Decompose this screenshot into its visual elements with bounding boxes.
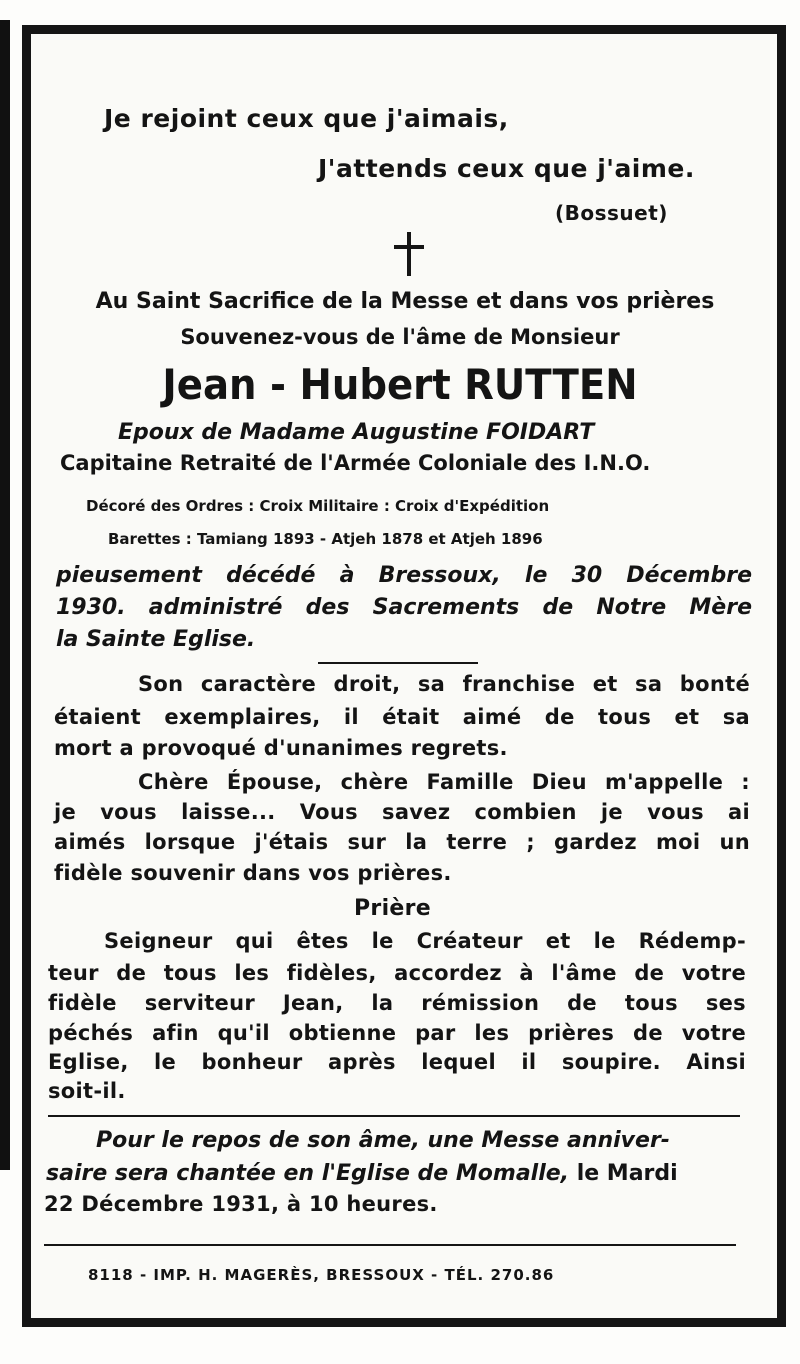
farewell-line-2: je vous laisse... Vous savez combien je vous ai xyxy=(54,800,750,824)
epigraph-line-1: Je rejoint ceux que j'aimais, xyxy=(104,104,509,133)
farewell-line-4: fidèle souvenir dans vos prières. xyxy=(54,861,452,885)
mass-line-1: Pour le repos de son âme, une Messe anniver- xyxy=(96,1128,670,1153)
character-line-2: étaient exemplaires, il était aimé de tous et sa xyxy=(54,705,750,729)
farewell-line-1: Chère Épouse, chère Famille Dieu m'appelle : xyxy=(138,770,750,794)
deceased-name: Jean - Hubert RUTTEN xyxy=(162,360,638,409)
prayer-line-2: teur de tous les fidèles, accordez à l'âme de votre xyxy=(48,961,746,985)
death-line-3: la Sainte Eglise. xyxy=(56,627,256,652)
mass-line-2-italic: saire sera chantée en l'Eglise de Momalle, xyxy=(46,1161,570,1186)
death-line-1: pieusement décédé à Bressoux, le 30 Décembre xyxy=(56,563,752,588)
death-line-2: 1930. administré des Sacrements de Notre Mère xyxy=(56,595,752,620)
mass-line-3: 22 Décembre 1931, à 10 heures. xyxy=(44,1192,438,1216)
separator-short xyxy=(318,662,478,664)
epigraph-source: (Bossuet) xyxy=(555,201,668,225)
rank-line: Capitaine Retraité de l'Armée Coloniale des I.N.O. xyxy=(60,451,651,475)
decorations-line-2: Barettes : Tamiang 1893 - Atjeh 1878 et Atjeh 1896 xyxy=(108,530,543,548)
spouse-line: Epoux de Madame Augustine FOIDART xyxy=(118,420,595,445)
character-line-1: Son caractère droit, sa franchise et sa bonté xyxy=(138,672,750,696)
epigraph-line-2: J'attends ceux que j'aime. xyxy=(318,154,695,183)
prayer-line-6: soit-il. xyxy=(48,1079,126,1103)
printer-line: 8118 - IMP. H. MAGERÈS, BRESSOUX - TÉL. 270.86 xyxy=(88,1266,555,1284)
prayer-line-1: Seigneur qui êtes le Créateur et le Rédemp- xyxy=(104,929,746,953)
prayer-line-5: Eglise, le bonheur après lequel il soupire. Ainsi xyxy=(48,1050,746,1074)
character-line-3: mort a provoqué d'unanimes regrets. xyxy=(54,736,508,760)
intro-line-1: Au Saint Sacrifice de la Messe et dans vos prières xyxy=(95,289,715,314)
prayer-line-4: péchés afin qu'il obtienne par les prières de votre xyxy=(48,1021,746,1045)
decorations-line-1: Décoré des Ordres : Croix Militaire : Croix d'Expédition xyxy=(86,497,550,515)
separator-footer xyxy=(44,1244,736,1246)
prayer-line-3: fidèle serviteur Jean, la rémission de tous ses xyxy=(48,991,746,1015)
farewell-line-3: aimés lorsque j'étais sur la terre ; gardez moi un xyxy=(54,830,750,854)
scan-edge xyxy=(0,20,10,1170)
intro-line-2: Souvenez-vous de l'âme de Monsieur xyxy=(180,325,620,349)
separator-long xyxy=(48,1115,740,1117)
prayer-title: Prière xyxy=(354,896,432,921)
mass-line-2 xyxy=(46,1161,678,1186)
cross-icon xyxy=(394,232,424,276)
mass-line-2-bold: le Mardi xyxy=(569,1161,678,1186)
